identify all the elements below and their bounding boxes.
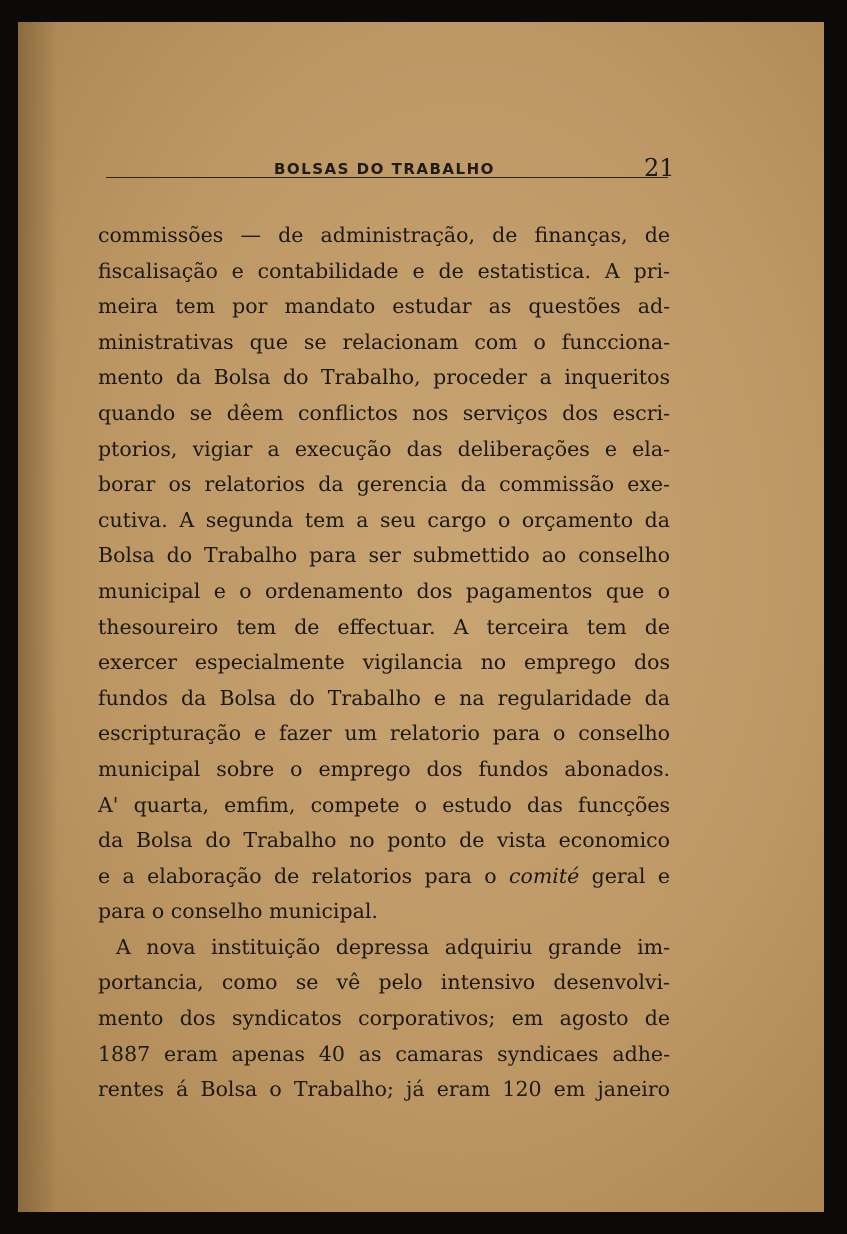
text-line: portancia, como se vê pelo intensivo desenvolvi- xyxy=(98,970,670,995)
page-number: 21 xyxy=(644,154,675,182)
text-line: municipal e o ordenamento dos pagamentos que o xyxy=(98,578,670,603)
text-line: fundos da Bolsa do Trabalho e na regularidade da xyxy=(98,685,670,710)
italic-term: comité xyxy=(509,863,580,888)
text-line: meira tem por mandato estudar as questões ad- xyxy=(98,294,670,319)
paragraph-start-line: A nova instituição depressa adquiriu grande im- xyxy=(116,934,670,959)
text-line: cutiva. A segunda tem a seu cargo o orçamento da xyxy=(98,507,670,532)
text-line: escripturação e fazer um relatorio para o conselho xyxy=(98,721,670,746)
text-line: fiscalisação e contabilidade e de estatistica. A pri- xyxy=(98,258,670,283)
text-line: municipal sobre o emprego dos fundos abonados. xyxy=(98,756,670,781)
text-line: da Bolsa do Trabalho no ponto de vista economico xyxy=(98,828,670,853)
body-text xyxy=(98,218,670,1108)
text-line: quando se dêem conflictos nos serviços dos escri- xyxy=(98,400,670,425)
text-line: rentes á Bolsa o Trabalho; já eram 120 em janeiro xyxy=(98,1077,670,1102)
text-line: ministrativas que se relacionam com o funcciona- xyxy=(98,329,670,354)
text-line: Bolsa do Trabalho para ser submettido ao conselho xyxy=(98,543,670,568)
text-line xyxy=(98,859,670,895)
running-head-title: BOLSAS DO TRABALHO xyxy=(274,160,495,178)
text-line: ptorios, vigiar a execução das deliberações e ela- xyxy=(98,436,670,461)
text-line: mento da Bolsa do Trabalho, proceder a inqueritos xyxy=(98,365,670,390)
text-line: mento dos syndicatos corporativos; em agosto de xyxy=(98,1006,670,1031)
text-line: commissões — de administração, de finanças, de xyxy=(98,223,670,247)
text-line: A' quarta, emfim, compete o estudo das funcções xyxy=(98,792,670,817)
text-line: borar os relatorios da gerencia da commissão exe- xyxy=(98,472,670,497)
text-line: thesoureiro tem de effectuar. A terceira tem de xyxy=(98,614,670,639)
page-spine-shadow xyxy=(18,22,58,1212)
text-line: 1887 eram apenas 40 as camaras syndicaes adhe- xyxy=(98,1041,670,1066)
paragraph-end-line: para o conselho municipal. xyxy=(98,899,378,924)
header-rule xyxy=(106,177,668,178)
text-line: exercer especialmente vigilancia no emprego dos xyxy=(98,650,670,675)
text-fragment: geral e xyxy=(579,863,670,888)
text-fragment: e a elaboração de relatorios para o xyxy=(98,863,510,888)
book-page xyxy=(18,22,824,1212)
